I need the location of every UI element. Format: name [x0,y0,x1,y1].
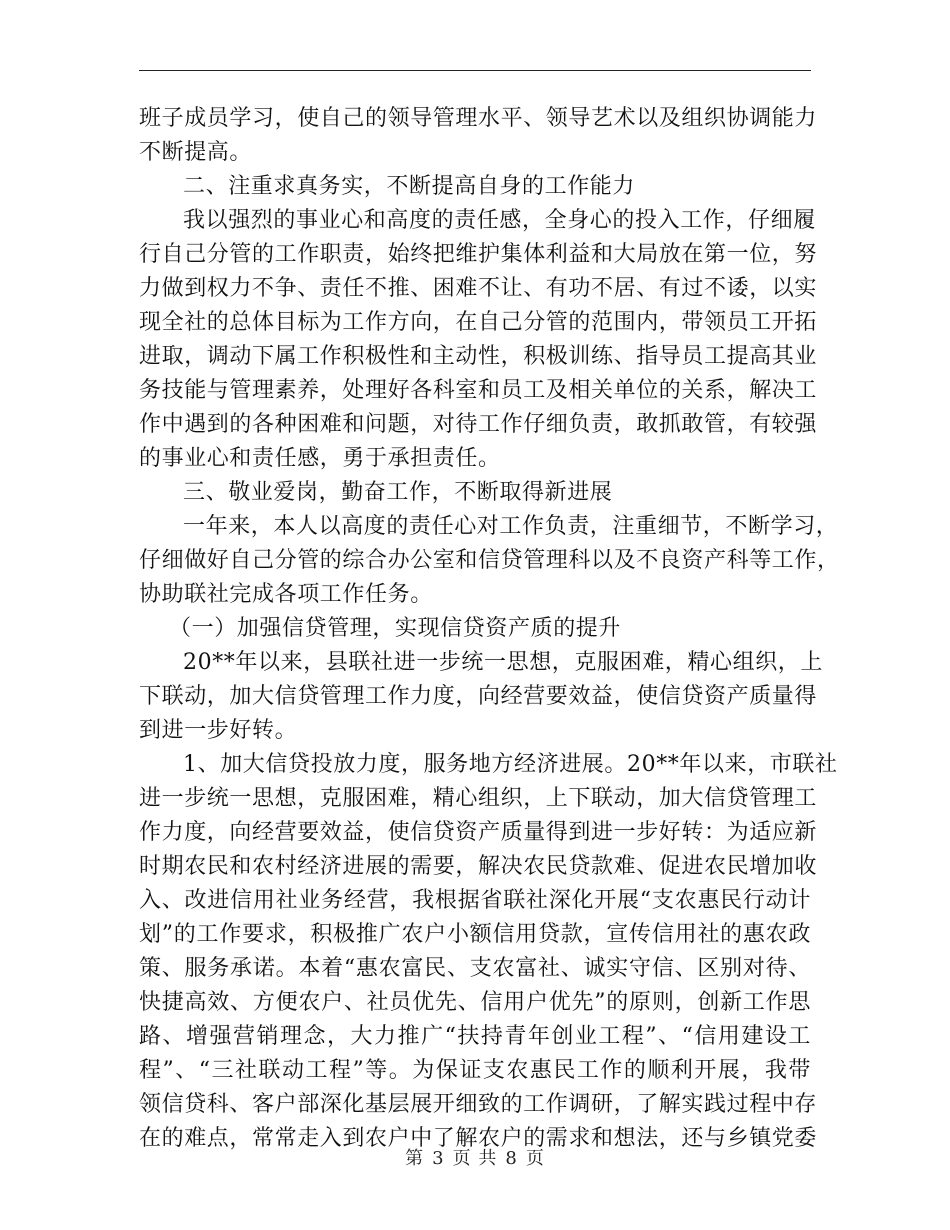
total-pages: 8 [505,1148,518,1169]
paragraph-line: 划”的工作要求，积极推广农户小额信用贷款，宣传信用社的惠农政 [139,922,811,947]
section-heading: 三、敬业爱岗，勤奋工作，不断取得新进展 [183,480,613,505]
header-rule [139,70,811,71]
paragraph-line: 务技能与管理素养，处理好各科室和员工及相关单位的关系，解决工 [139,378,818,403]
paragraph-line: 不断提高。 [139,140,253,165]
paragraph-line: 进取，调动下属工作积极性和主动性，积极训练、指导员工提高其业 [139,344,818,369]
paragraph-line: 仔细做好自己分管的综合办公室和信贷管理科以及不良资产科等工作， [139,548,840,573]
footer-middle: 页 共 [452,1148,498,1169]
paragraph-line: 到进一步好转。 [139,718,298,743]
paragraph-line: 领信贷科、客户部深化基层展开细致的工作调研，了解实践过程中存 [139,1092,818,1117]
paragraph-line: 1、加大信贷投放力度，服务地方经济进展。20**年以来，市联社 [183,752,838,777]
paragraph-line: 一年来，本人以高度的责任心对工作负责，注重细节，不断学习， [183,514,839,539]
page-footer [0,1144,950,1170]
paragraph-line: 程”、“三社联动工程”等。为保证支农惠民工作的顺利开展，我带 [139,1058,811,1083]
paragraph-line: 下联动，加大信贷管理工作力度，向经营要效益，使信贷资产质量得 [139,684,818,709]
paragraph-line: 现全社的总体目标为工作方向，在自己分管的范围内，带领员工开拓 [139,310,818,335]
paragraph-line: 20**年以来，县联社进一步统一思想，克服困难，精心组织，上 [183,650,823,675]
paragraph-line: 作中遇到的各种困难和问题，对待工作仔细负责，敢抓敢管，有较强 [139,412,818,437]
paragraph-line: 力做到权力不争、责任不推、困难不让、有功不居、有过不诿，以实 [139,276,818,301]
paragraph-line: 进一步统一思想，克服困难，精心组织，上下联动，加大信贷管理工 [139,786,818,811]
paragraph-line: 的事业心和责任感，勇于承担责任。 [139,446,501,471]
paragraph-line: 行自己分管的工作职责，始终把维护集体利益和大局放在第一位，努 [139,242,818,267]
paragraph-line: 路、增强营销理念，大力推广“扶持青年创业工程”、“信用建设工 [139,1024,811,1049]
current-page-number: 3 [432,1148,445,1169]
footer-prefix: 第 [405,1148,425,1169]
paragraph-line: 快捷高效、方便农户、社员优先、信用户优先”的原则，创新工作思 [139,990,811,1015]
document-body [139,102,840,1156]
paragraph-line: 策、服务承诺。本着“惠农富民、支农富社、诚实守信、区别对待、 [139,956,811,981]
paragraph-line: 协助联社完成各项工作任务。 [139,582,433,607]
paragraph-line: 时期农民和农村经济进展的需要，解决农民贷款难、促进农民增加收 [139,854,818,879]
paragraph-line: 在的难点，常常走入到农户中了解农户的需求和想法，还与乡镇党委 [139,1126,818,1151]
paragraph-line: 我以强烈的事业心和高度的责任感，全身心的投入工作，仔细履 [183,208,816,233]
paragraph-line: 班子成员学习，使自己的领导管理水平、领导艺术以及组织协调能力 [139,106,818,131]
footer-suffix: 页 [525,1148,545,1169]
section-heading: 二、注重求真务实，不断提高自身的工作能力 [183,174,636,199]
subsection-heading: （一）加强信贷管理，实现信贷资产质的提升 [169,616,622,641]
paragraph-line: 作力度，向经营要效益，使信贷资产质量得到进一步好转：为适应新 [139,820,818,845]
paragraph-line: 入、改进信用社业务经营，我根据省联社深化开展“支农惠民行动计 [139,888,811,913]
